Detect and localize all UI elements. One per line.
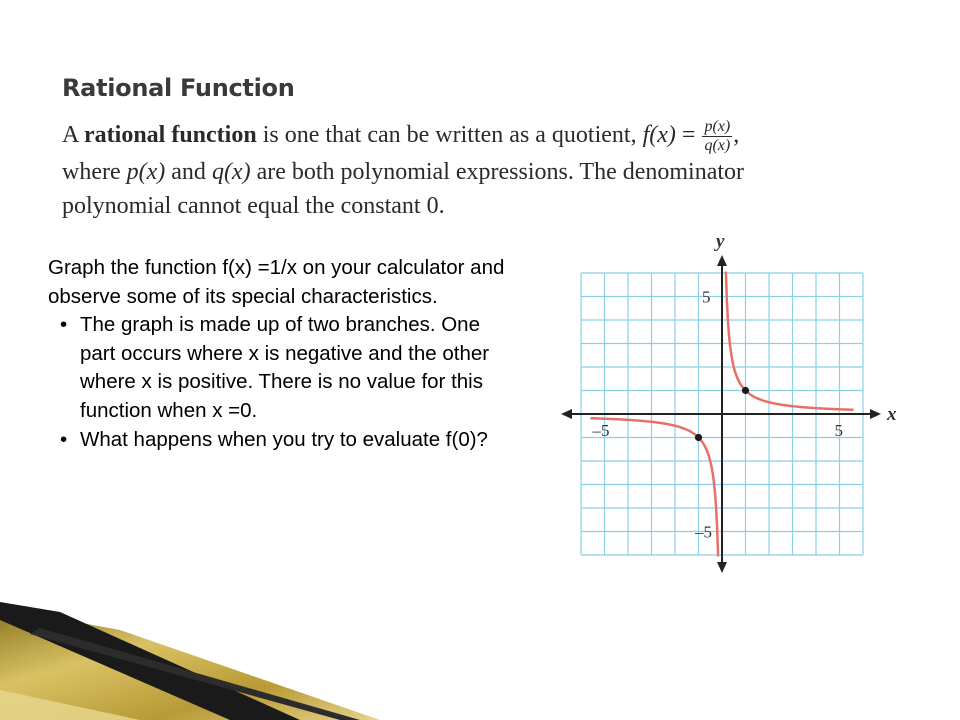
def-line2-a: where — [62, 159, 127, 185]
x-tick-label-neg5: –5 — [592, 421, 610, 440]
def-fraction — [702, 118, 732, 155]
def-px: p(x) — [126, 159, 166, 185]
x-tick-label-5: 5 — [834, 421, 843, 440]
graph-point — [742, 387, 749, 394]
bullet-item-2 — [48, 426, 518, 455]
def-comma: , — [733, 122, 740, 149]
x-axis-arrow-right — [870, 409, 881, 419]
x-axis-label: x — [887, 404, 897, 425]
y-tick-label-5: 5 — [702, 287, 711, 307]
bullet-item-1 — [48, 311, 518, 425]
y-axis-arrow-down — [717, 562, 727, 573]
bullet-dot: • — [60, 313, 68, 337]
decorative-ribbon — [0, 580, 960, 720]
def-numerator: p(x) — [704, 118, 731, 135]
bullet-text-2: What happens when you try to evaluate f(0)? — [80, 427, 488, 451]
def-lead: A — [62, 122, 85, 149]
x-axis-arrow-left — [561, 409, 572, 419]
def-mid: is one that can be written as a quotient, — [256, 122, 643, 149]
graph-point — [695, 434, 702, 441]
y-axis-label: y — [716, 231, 725, 252]
def-and: and — [165, 159, 212, 185]
y-tick-label-neg5: –5 — [695, 522, 712, 542]
def-line3: polynomial cannot equal the constant 0. — [62, 193, 445, 219]
def-equals: = — [675, 122, 702, 149]
bullet-dot: • — [60, 427, 68, 451]
slide-title: Rational Function — [62, 74, 295, 102]
def-denominator: q(x) — [704, 137, 731, 154]
def-line2-b: are both polynomial expressions. The denominator — [250, 159, 745, 185]
def-fx: f(x) — [642, 122, 676, 149]
y-axis-arrow-up — [717, 255, 727, 266]
def-term: rational function — [84, 122, 257, 149]
intro-paragraph: Graph the function f(x) =1/x on your calculator and observe some of its special characteristics. — [48, 256, 505, 308]
def-qx: q(x) — [211, 159, 251, 185]
reciprocal-graph — [560, 231, 897, 574]
definition-box — [62, 118, 942, 223]
bullet-text-1: The graph is made up of two branches. One part occurs where x is negative and the other where x is positive. There is no value for this function when x =0. — [80, 313, 490, 422]
body-text — [48, 254, 518, 454]
